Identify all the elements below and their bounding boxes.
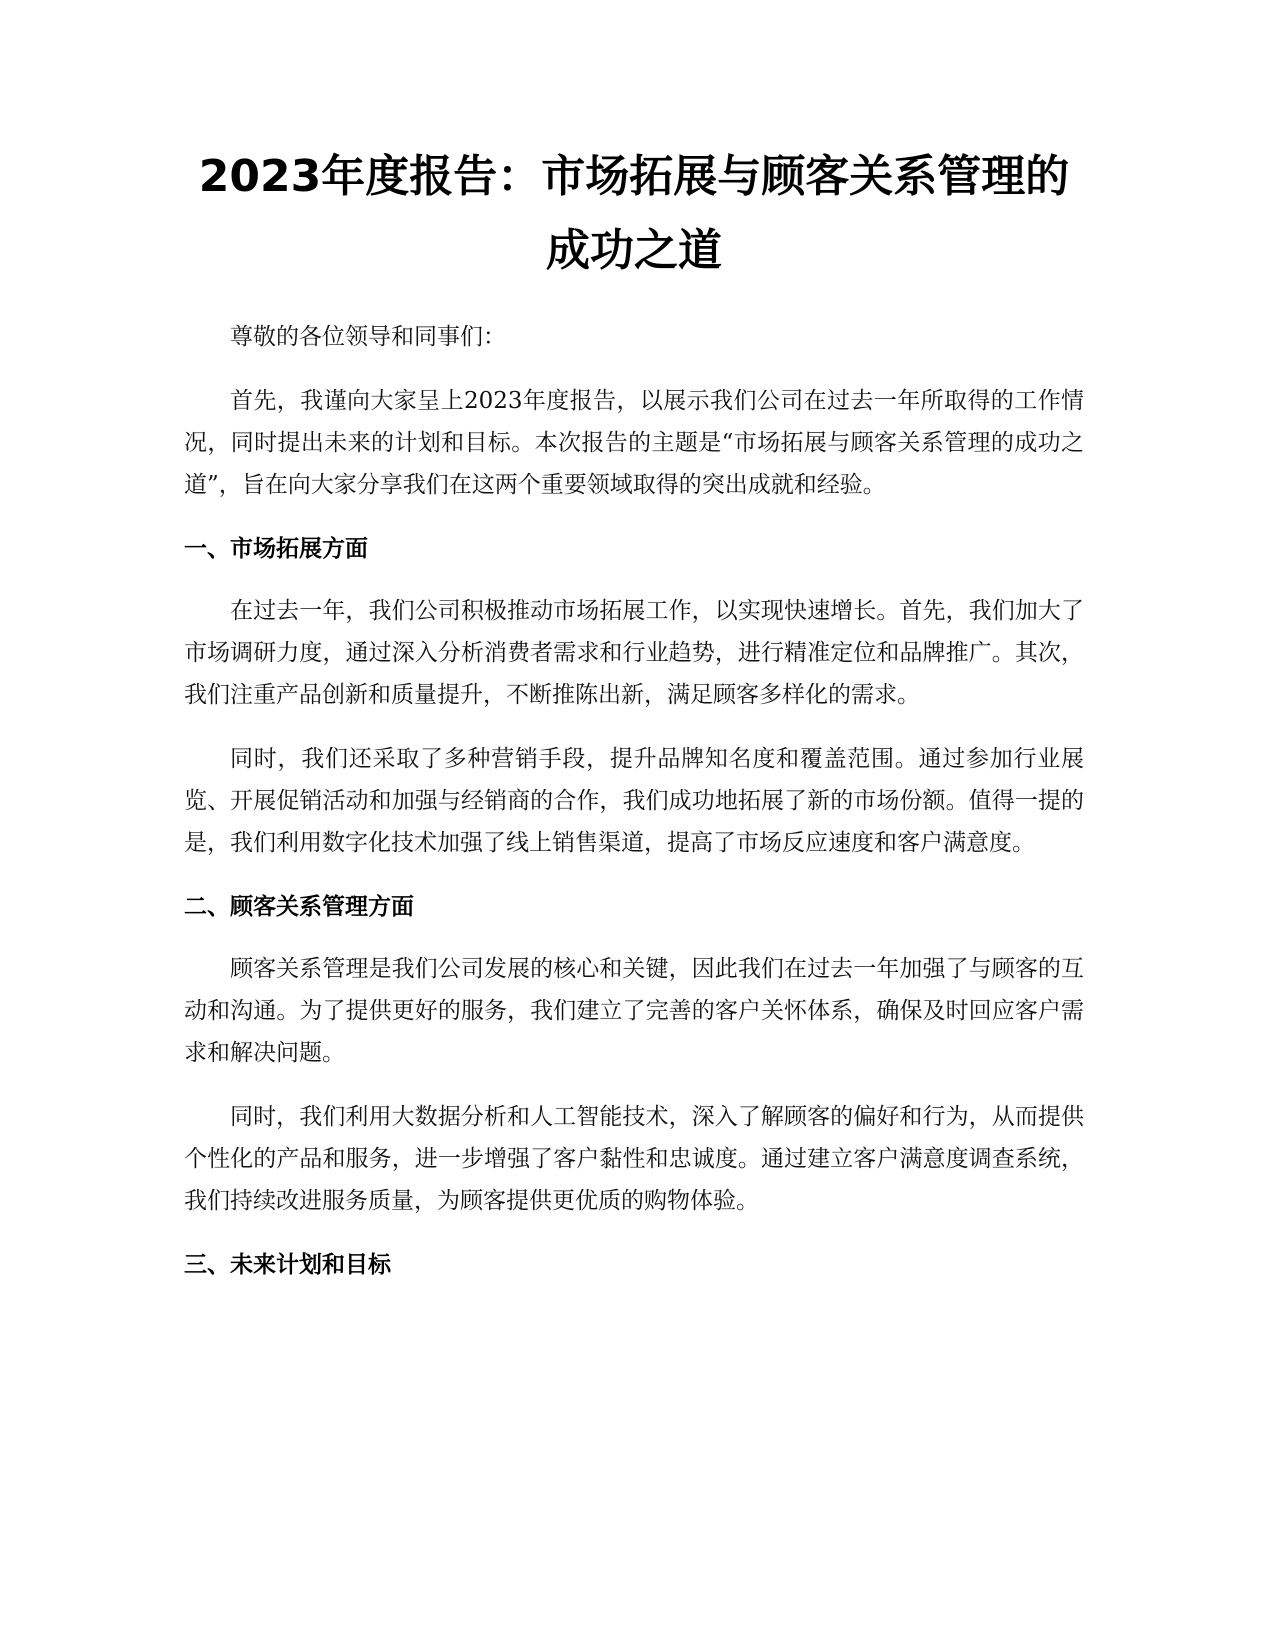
intro-paragraph: 首先，我谨向大家呈上2023年度报告，以展示我们公司在过去一年所取得的工作情况，同时提出未来的计划和目标。本次报告的主题是“市场拓展与顾客关系管理的成功之道”，旨在向大家分享我们在这两个重要领域取得的突出成就和经验。: [184, 388, 1084, 498]
document-body: [184, 140, 1084, 1306]
crm-paragraph-1: 顾客关系管理是我们公司发展的核心和关键，因此我们在过去一年加强了与顾客的互动和沟通。为了提供更好的服务，我们建立了完善的客户关怀体系，确保及时回应客户需求和解决问题。: [184, 956, 1084, 1066]
crm-paragraph-2: 同时，我们利用大数据分析和人工智能技术，深入了解顾客的偏好和行为，从而提供个性化的产品和服务，进一步增强了客户黏性和忠诚度。通过建立客户满意度调查系统，我们持续改进服务质量，为顾客提供更优质的购物体验。: [184, 1104, 1084, 1214]
market-paragraph-2: 同时，我们还采取了多种营销手段，提升品牌知名度和覆盖范围。通过参加行业展览、开展促销活动和加强与经销商的合作，我们成功地拓展了新的市场份额。值得一提的是，我们利用数字化技术加强了线上销售渠道，提高了市场反应速度和客户满意度。: [184, 746, 1084, 856]
greeting: 尊敬的各位领导和同事们：: [230, 324, 506, 350]
market-paragraph-1: 在过去一年，我们公司积极推动市场拓展工作，以实现快速增长。首先，我们加大了市场调研力度，通过深入分析消费者需求和行业趋势，进行精准定位和品牌推广。其次，我们注重产品创新和质量提升，不断推陈出新，满足顾客多样化的需求。: [184, 598, 1084, 708]
section-heading-market: 一、市场拓展方面: [184, 536, 368, 562]
document-title: 2023年度报告：市场拓展与顾客关系管理的成功之道: [198, 151, 1070, 276]
section-heading-future: 三、未来计划和目标: [184, 1252, 391, 1278]
section-heading-crm: 二、顾客关系管理方面: [184, 894, 414, 920]
